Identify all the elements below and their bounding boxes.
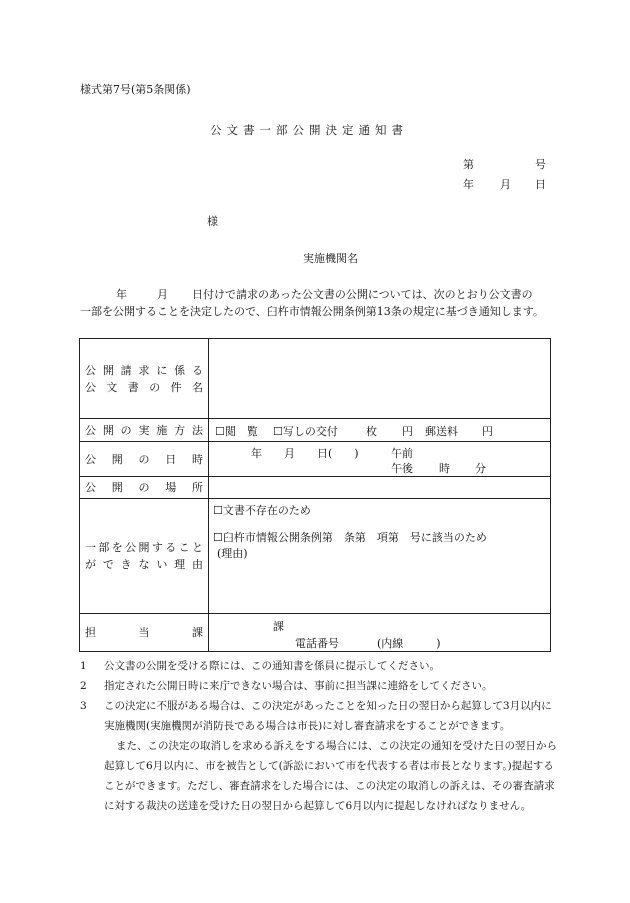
row-disclosure-method [80, 419, 551, 442]
notes-list [80, 656, 560, 816]
notice-table [79, 338, 551, 652]
document-title: 公文書一部公開決定通知書 [210, 123, 408, 137]
checkbox-no-document[interactable]: ☐文書不存在のため [213, 504, 311, 517]
extension-label: (内線 ) [377, 637, 441, 650]
value-disclosure-datetime [209, 442, 551, 477]
date-day-label: 日 [535, 178, 546, 191]
label-reason-line1: 一部を公開すること [85, 541, 203, 554]
row-disclosure-datetime [80, 442, 551, 477]
note-text: 指定された公開日時に来庁できない場合は、事前に担当課に連絡をしてください。 [104, 680, 493, 692]
value-disclosure-place[interactable] [209, 477, 551, 499]
note-item [80, 656, 560, 676]
checkbox-copy-delivery[interactable]: ☐写しの交付 [273, 425, 338, 438]
note-item [80, 676, 560, 696]
postage-yen: 円 [482, 425, 493, 438]
label-disclosure-place: 公開の場所 [80, 477, 209, 499]
body-year: 年 [116, 288, 127, 301]
value-disclosure-method [209, 419, 551, 442]
department-ka: 課 [273, 620, 284, 633]
form-number: 様式第7号(第5条関係) [80, 83, 191, 96]
number-label-dai: 第 [463, 158, 474, 171]
note-item [80, 696, 560, 736]
copies-unit: 枚 [366, 425, 377, 438]
label-disclosure-method: 公開の実施方法 [80, 419, 209, 442]
label-document-subject [80, 339, 209, 419]
note-number: 2 [80, 680, 87, 692]
datetime-pm: 午後 [391, 462, 413, 475]
body-rest: 一部を公開することを決定したので、臼杵市情報公開条例第13条の規定に基づき通知します。 [80, 305, 544, 318]
checkbox-inspection[interactable]: ☐閲 覧 [215, 425, 258, 438]
value-department [209, 614, 551, 652]
addressee-suffix: 様 [207, 215, 218, 228]
row-disclosure-place [80, 477, 551, 499]
label-document-subject-line1: 公開請求に係る [85, 363, 203, 377]
label-disclosure-datetime: 公開の日時 [80, 442, 209, 477]
note-number: 1 [80, 660, 87, 672]
label-reason-line2: ができない理由 [85, 558, 203, 571]
body-line1: 日付けで請求のあった公文書の公開については、次のとおり公文書の [192, 288, 533, 301]
checkbox-ordinance-clause[interactable]: ☐臼杵市情報公開条例第 条第 項第 号に該当のため [213, 531, 487, 544]
number-label-go: 号 [535, 158, 546, 171]
body-month: 月 [157, 288, 168, 301]
note-extra: また、この決定の取消しを求める訴えをする場合には、この決定の通知を受けた日の翌日から起算して6月以内に、市を被告として(訴訟において市を代表する者は市長となります。)提起することができます。ただし、審査請求をした場合には、この決定の取消しの訴えは、その審査請求に対する裁決の送達を受けた日の翌日から起算して6月以内に提起しなければなりません。 [104, 740, 557, 812]
phone-label: 電話番号 [295, 637, 339, 650]
datetime-minute: 分 [475, 462, 486, 475]
agency-name: 実施機関名 [303, 252, 358, 265]
note-number: 3 [80, 700, 87, 712]
notice-paragraph [80, 286, 554, 320]
label-document-subject-line2: 公文書の件名 [85, 380, 203, 394]
datetime-date: 年 月 日( ) [251, 447, 359, 460]
date-year-label: 年 [463, 178, 474, 191]
datetime-hour: 時 [439, 462, 450, 475]
note-text: この決定に不服がある場合は、この決定があったことを知った日の翌日から起算して3月以内に実施機関(実施機関が消防長である場合は市長)に対し審査請求をすることができます。 [104, 700, 552, 732]
row-department [80, 614, 551, 652]
row-nondisclosure-reason [80, 499, 551, 614]
postage-label: 郵送料 [425, 425, 458, 438]
note-text: 公文書の公開を受ける際には、この通知書を係員に提示してください。 [104, 660, 440, 672]
value-nondisclosure-reason [209, 499, 551, 614]
label-department: 担当課 [80, 614, 209, 652]
copy-fee-yen: 円 [402, 425, 413, 438]
label-nondisclosure-reason [80, 499, 209, 614]
row-document-subject [80, 339, 551, 419]
reason-label: (理由) [217, 547, 248, 560]
date-month-label: 月 [500, 178, 511, 191]
value-document-subject[interactable] [209, 339, 551, 419]
datetime-am: 午前 [391, 447, 413, 460]
